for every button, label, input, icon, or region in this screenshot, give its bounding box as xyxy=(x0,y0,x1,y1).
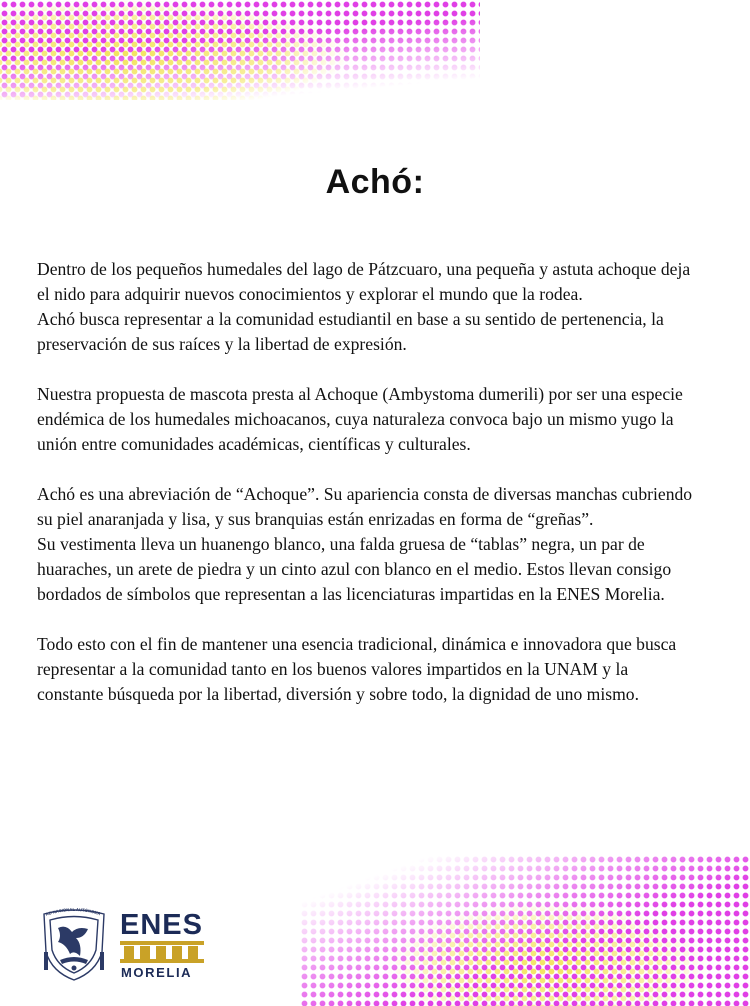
text-line: endémica de los humedales michoacanos, cuya naturaleza convoca bajo un mismo yugo la xyxy=(37,409,674,429)
text-line: representar a la comunidad tanto en los buenos valores impartidos en la UNAM y la xyxy=(37,659,629,679)
text-line: Dentro de los pequeños humedales del lago de Pátzcuaro, una pequeña y astuta achoque deja xyxy=(37,259,691,279)
paragraph-intro xyxy=(37,257,717,357)
text-line: Su vestimenta lleva un huanengo blanco, una falda gruesa de “tablas” negra, un par de xyxy=(37,534,645,554)
paragraph-description xyxy=(37,482,717,607)
text-line: Todo esto con el fin de mantener una esencia tradicional, dinámica e innovadora que busca xyxy=(37,634,677,654)
text-line: Achó es una abreviación de “Achoque”. Su apariencia consta de diversas manchas cubriendo xyxy=(37,484,693,504)
enes-columns-icon xyxy=(120,941,204,963)
body-text xyxy=(37,257,717,732)
paragraph-closing xyxy=(37,632,717,707)
morelia-wordmark: MORELIA xyxy=(121,965,193,980)
text-line: bordados de símbolos que representan a las licenciaturas impartidas en la ENES Morelia. xyxy=(37,584,665,604)
text-line: Achó busca representar a la comunidad estudiantil en base a su sentido de pertenencia, la xyxy=(37,309,664,329)
unam-seal-text: AD NACIONAL AUTÓNOMA xyxy=(44,906,102,917)
text-line: unión entre comunidades académicas, científicas y culturales. xyxy=(37,434,471,454)
text-line: huaraches, un arete de piedra y un cinto azul con blanco en el medio. Estos llevan consigo xyxy=(37,559,672,579)
text-line: preservación de sus raíces y la libertad de expresión. xyxy=(37,334,407,354)
text-line: su piel anaranjada y lisa, y sus branquias están enrizadas en forma de “greñas”. xyxy=(37,509,594,529)
svg-text:UNIVERSIDAD NACIONAL AUTÓNOMA xyxy=(36,904,102,917)
page-title: Achó: xyxy=(325,163,425,201)
unam-seal-icon xyxy=(36,904,112,984)
halftone-decoration-top-yellow xyxy=(0,0,480,100)
enes-logo xyxy=(120,910,210,984)
paragraph-proposal xyxy=(37,382,717,457)
text-line: constante búsqueda por la libertad, diversión y sobre todo, la dignidad de uno mismo. xyxy=(37,684,639,704)
enes-wordmark: ENES xyxy=(120,909,203,941)
text-line: Nuestra propuesta de mascota presta al Achoque (Ambystoma dumerili) por ser una especie xyxy=(37,384,683,404)
halftone-decoration-bottom-yellow xyxy=(300,855,750,1006)
text-line: el nido para adquirir nuevos conocimientos y explorar el mundo que la rodea. xyxy=(37,284,583,304)
footer-logos xyxy=(36,904,236,984)
